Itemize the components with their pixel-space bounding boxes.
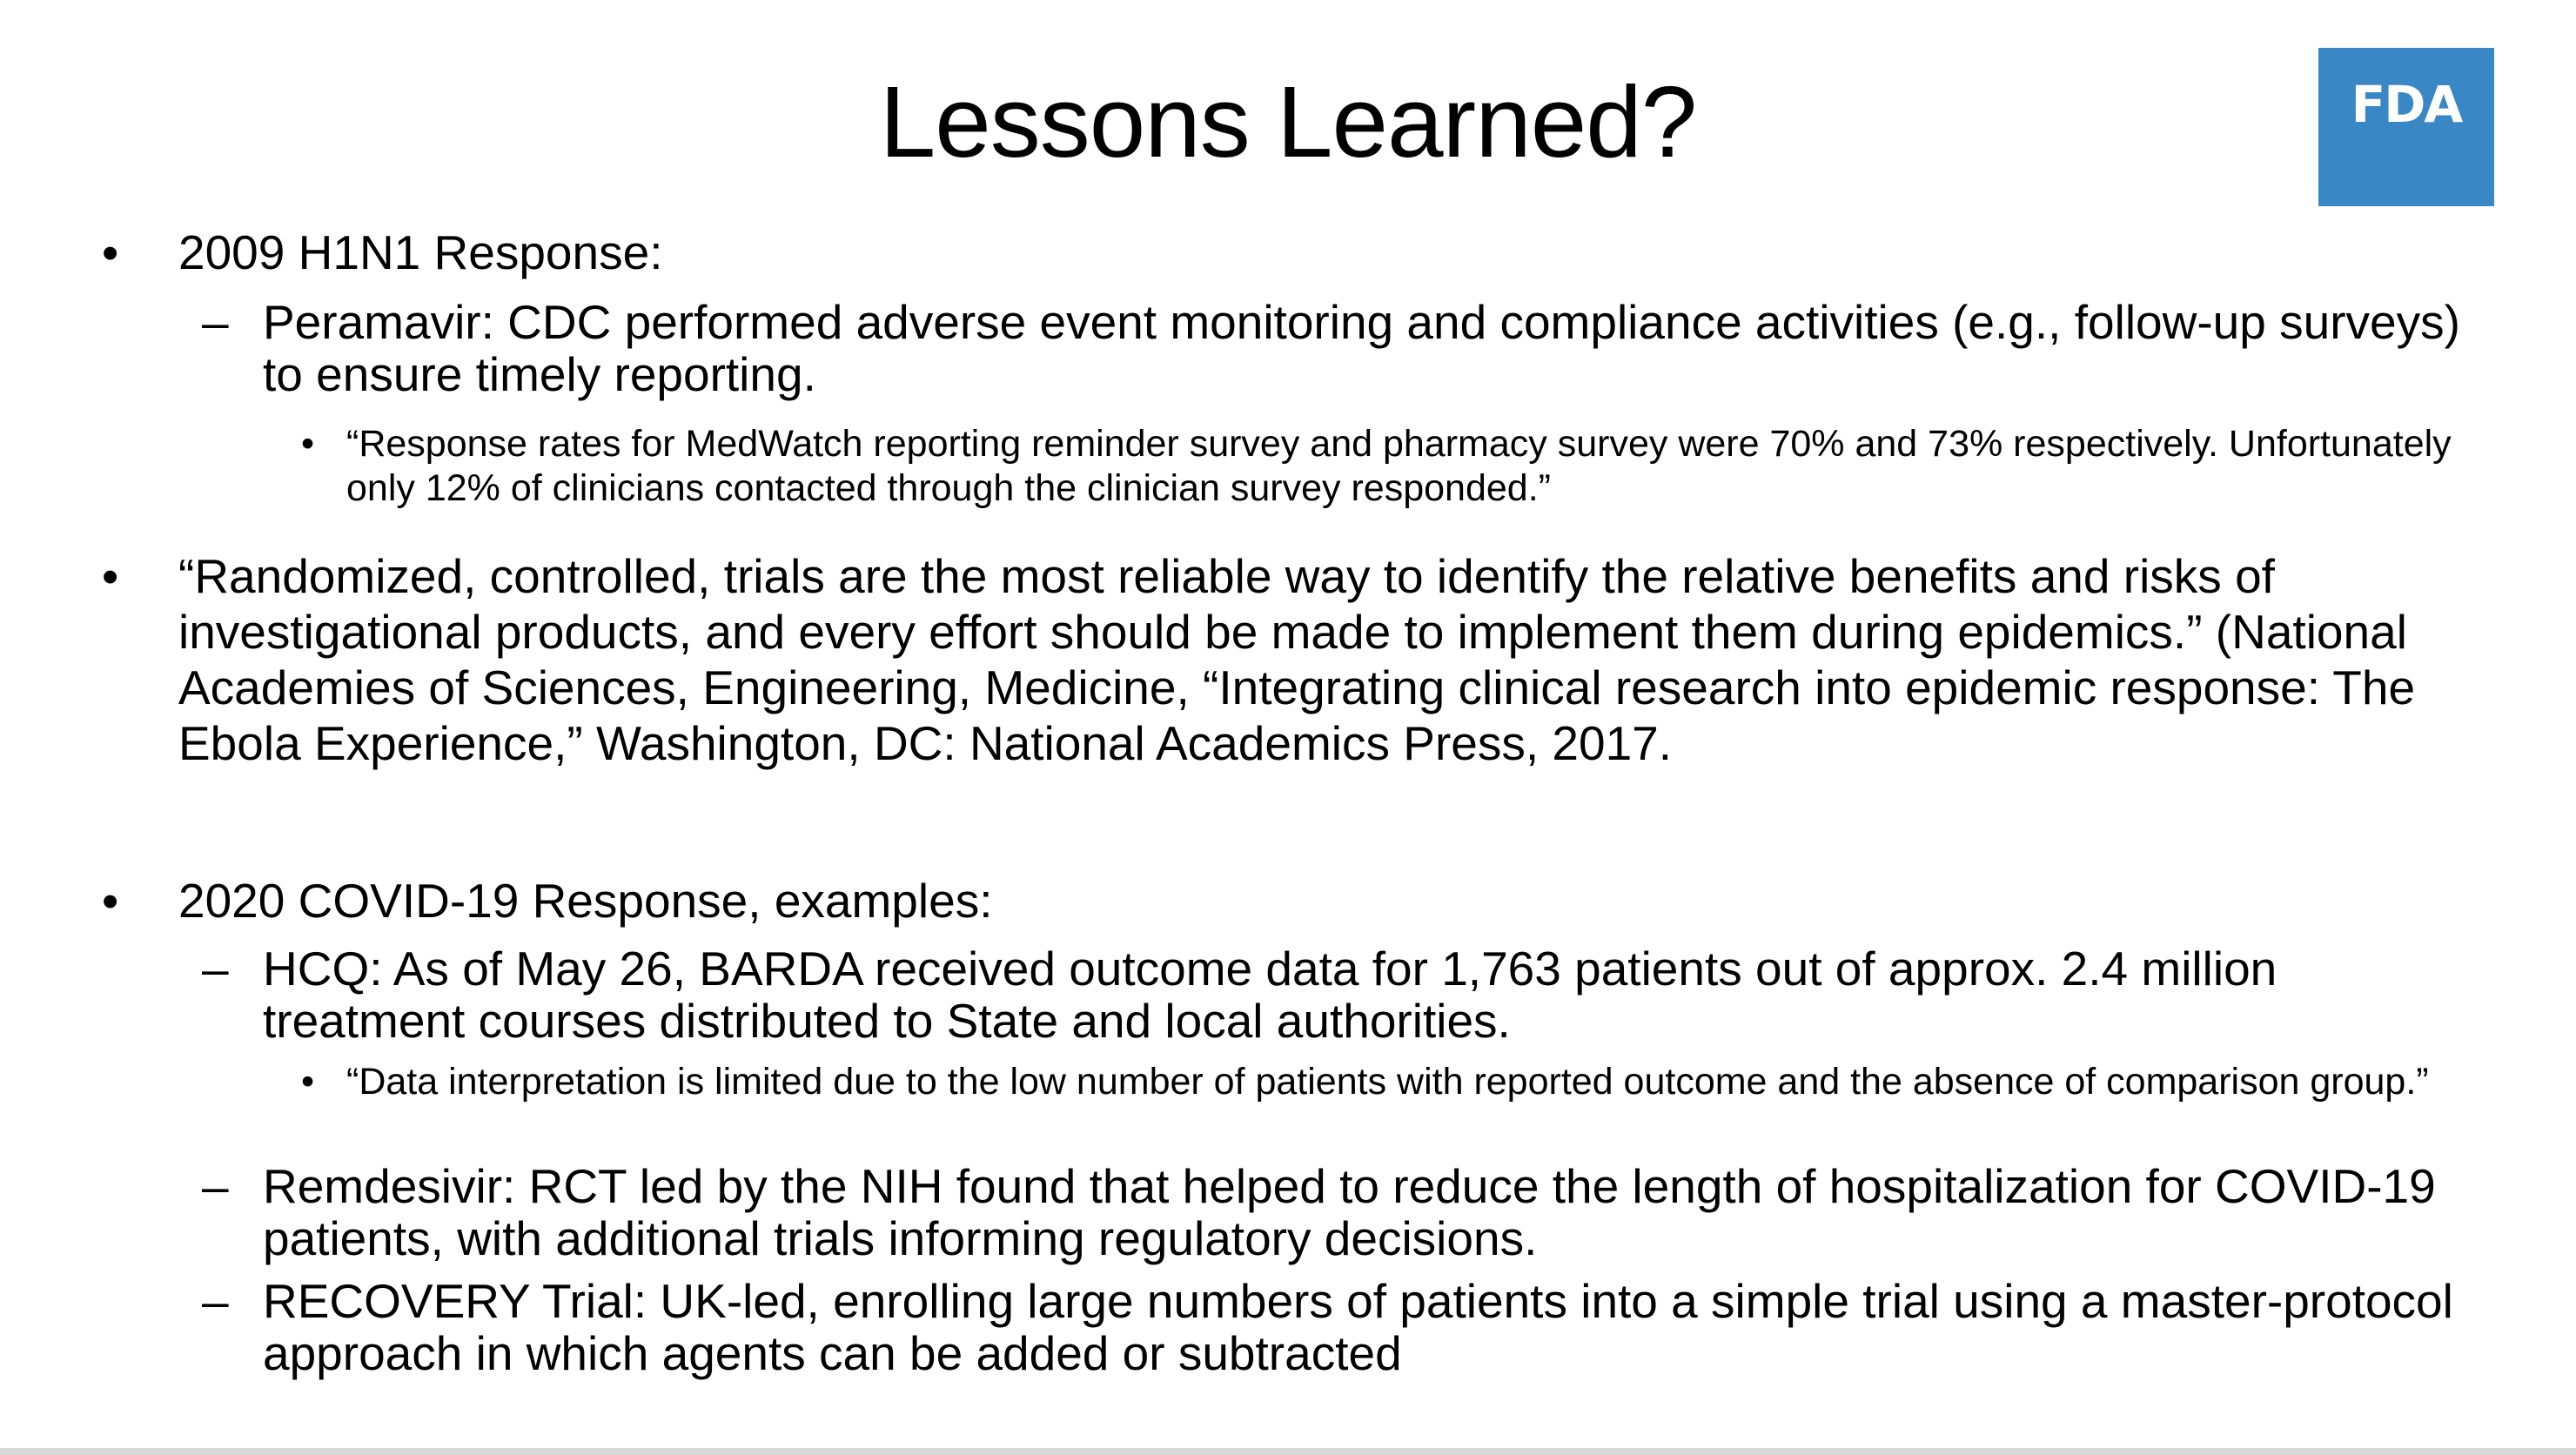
dash-mark: – xyxy=(202,942,229,996)
bullet-text: 2009 H1N1 Response: xyxy=(178,225,663,279)
sub-bullet-peramavir xyxy=(202,295,2491,401)
bullet-text: Peramavir: CDC performed adverse event monitoring and compliance activities (e.g., follow-up surveys) to ensure timely reporting. xyxy=(263,295,2460,401)
bullet-text: “Randomized, controlled, trials are the most reliable way to identify the relative benefits and risks of investigational products, and every effort should be made to implement them during epidemics.” (National Academies of Sciences, Engineering, Medicine, “Integrating clinical research into epidemic response: The Ebola Experience,” Washington, DC: National Academics Press, 2017. xyxy=(178,549,2416,770)
bullet-text: 2020 COVID-19 Response, examples: xyxy=(178,874,993,928)
dash-mark: – xyxy=(202,295,229,349)
bullet-mark: • xyxy=(301,423,315,465)
bullet-text: RECOVERY Trial: UK-led, enrolling large numbers of patients into a simple trial using a master-protocol approach in which agents can be added or subtracted xyxy=(263,1274,2453,1380)
bullet-text: “Response rates for MedWatch reporting reminder survey and pharmacy survey were 70% and 73% respectively. Unfortunately only 12% of clinicians contacted through the clinician survey responded.” xyxy=(346,423,2452,509)
dash-mark: – xyxy=(202,1274,229,1328)
bullet-mark: • xyxy=(102,549,119,603)
sub-bullet-recovery-trial xyxy=(202,1274,2491,1380)
bullet-randomized-trials-quote xyxy=(102,548,2485,771)
sub-sub-bullet-data-interpretation xyxy=(301,1060,2487,1104)
bullet-h1n1-response xyxy=(102,225,2485,280)
bullet-text: HCQ: As of May 26, BARDA received outcome data for 1,763 patients out of approx. 2.4 million treatment courses distributed to State and local authorities. xyxy=(263,942,2277,1048)
bullet-mark: • xyxy=(102,874,119,928)
slide-title: Lessons Learned? xyxy=(879,65,1697,178)
bullet-text: “Data interpretation is limited due to the low number of patients with reported outcome and the absence of comparison group.” xyxy=(346,1061,2429,1103)
bullet-mark: • xyxy=(102,225,119,279)
bottom-border xyxy=(0,1448,2576,1455)
bullet-text: Remdesivir: RCT led by the NIH found that helped to reduce the length of hospitalization for COVID-19 patients, with additional trials informing regulatory decisions. xyxy=(263,1159,2436,1265)
bullet-covid19-response xyxy=(102,873,2485,929)
sub-sub-bullet-response-rates xyxy=(301,422,2487,511)
sub-bullet-hcq xyxy=(202,942,2491,1048)
bullet-mark: • xyxy=(301,1061,315,1103)
sub-bullet-remdesivir xyxy=(202,1159,2491,1265)
fda-logo-text: FDA xyxy=(2351,75,2462,134)
dash-mark: – xyxy=(202,1159,229,1213)
